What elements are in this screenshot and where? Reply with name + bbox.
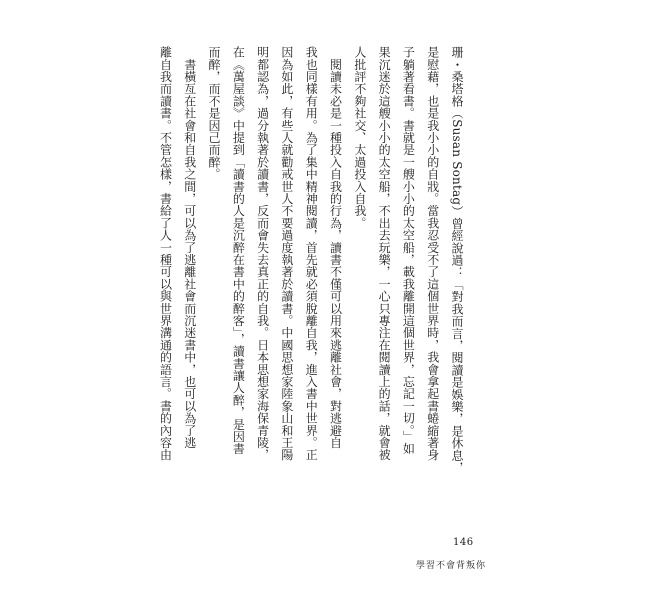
text-line: 是慰藉，也是我小小的自戕。當我忍受不了這個世界時，我會拿起書蜷縮著身 <box>425 46 440 461</box>
text-line: 離自我而讀書。不管怎樣，書給了人一種可以與世界溝通的語言。書的內容由 <box>158 46 173 461</box>
text-line: 閱讀未必是一種投入自我的行為，讀書不僅可以用來逃離社會，對逃避自 <box>328 46 343 449</box>
text-line: 在《萬屋談》中提到「讀書的人是沉醉在書中的醉客」，讀書讓人醉，是因書 <box>231 46 246 455</box>
text-line: 而醉，而不是因己而醉。 <box>207 46 222 181</box>
text-line: 子躺著看書。書就是一艘小小的太空船，載我離開這個世界，忘記一切。」如 <box>401 46 416 455</box>
text-line: 因為如此，有些人就勸戒世人不要過度執著於讀書。中國思想家陸象山和王陽 <box>279 46 294 461</box>
text-line: 書橫亙在社會和自我之間，可以為了逃離社會而沉迷書中，也可以為了逃 <box>182 46 197 449</box>
text-line: 明都認為，過分執著於讀書，反而會失去真正的自我。日本思想家海保青陵， <box>255 46 270 461</box>
text-line: 我也同樣有用。為了集中精神閱讀，首先就必須脫離自我，進入書中世界。正 <box>304 46 319 461</box>
text-line: 人批評不夠社交、太過投入自我。 <box>352 46 367 229</box>
running-title: 學習不會背叛你 <box>416 561 487 571</box>
text-line: 珊・桑塔格（Susan Sontag）曾經說過：「對我而言，閱讀是娛樂，是休息， <box>450 46 464 474</box>
page-number: 146 <box>453 537 474 548</box>
text-line: 果沉迷於這艘小小的太空船，不出去玩樂，一心只專注在閱讀上的話，就會被 <box>377 46 392 461</box>
body-text <box>153 46 469 546</box>
